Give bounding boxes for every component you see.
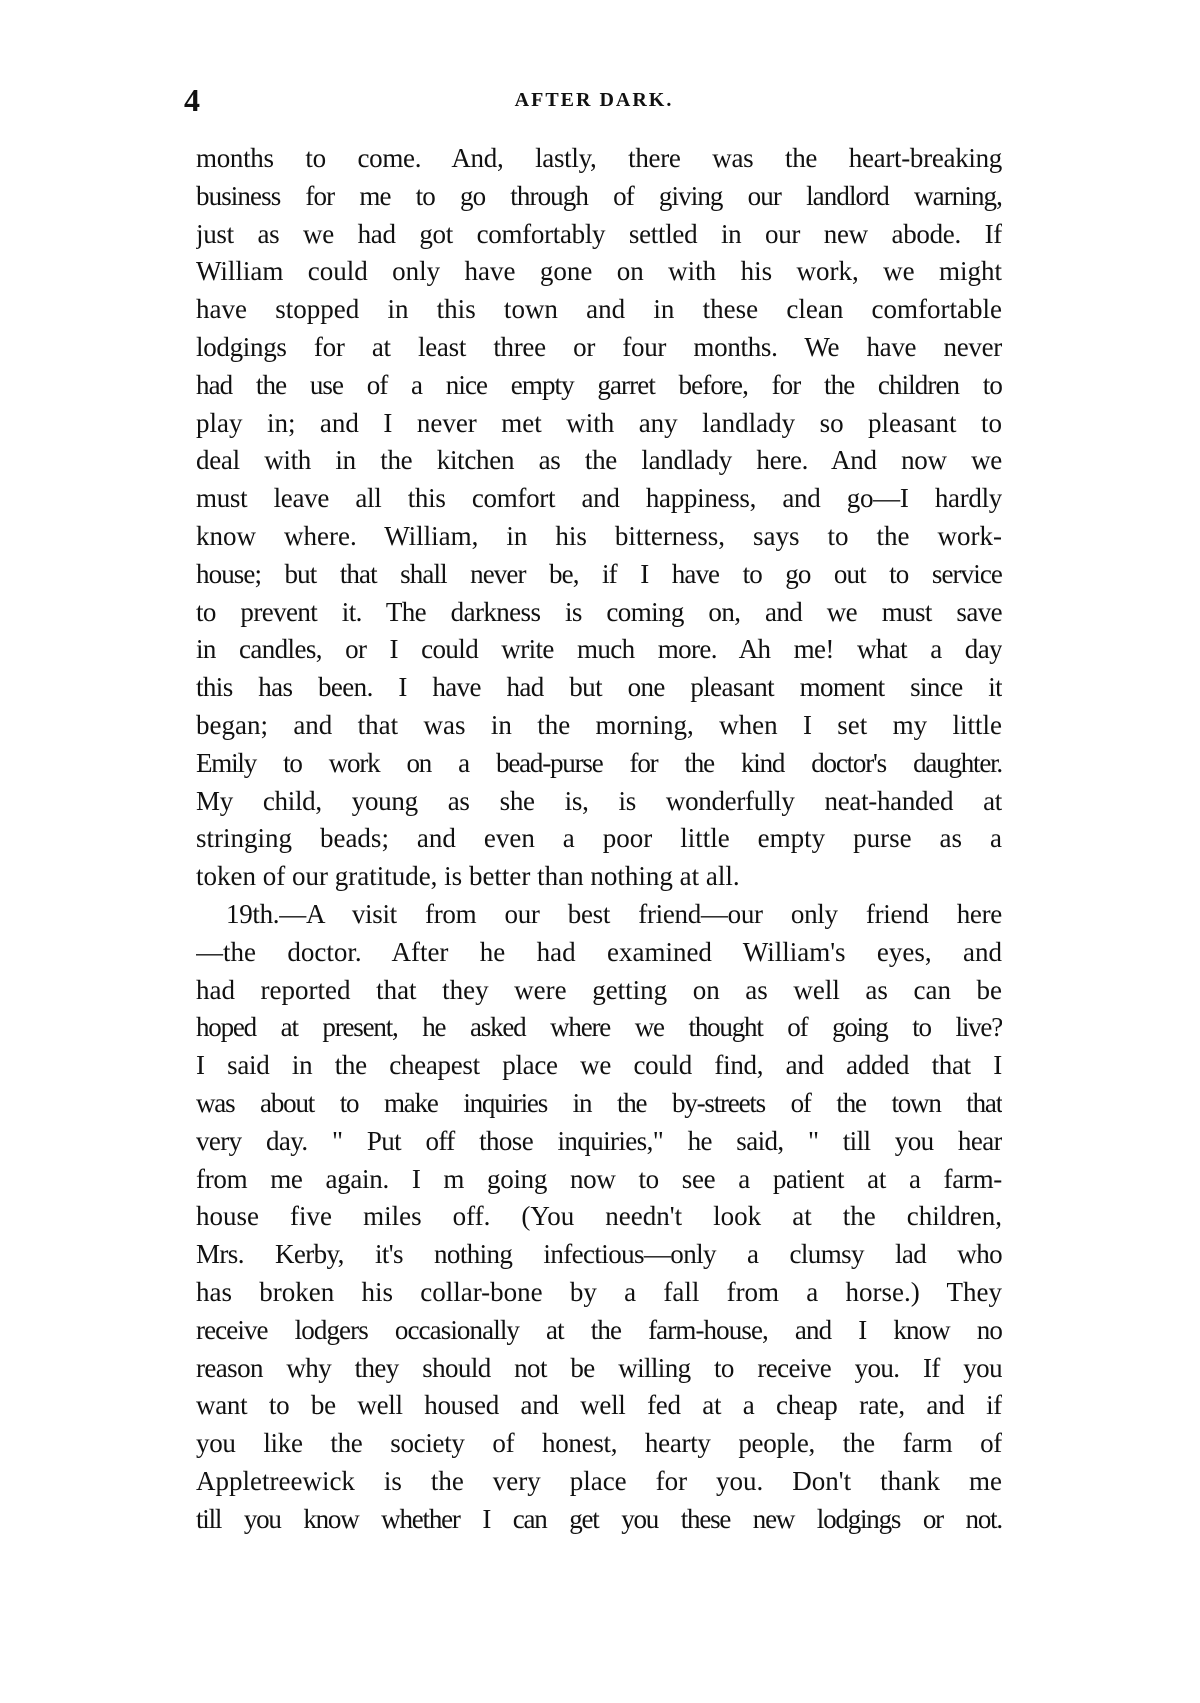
text-line: play in; and I never met with any landlady so pleasant to xyxy=(196,407,1002,438)
text-line: to prevent it. The darkness is coming on, and we must save xyxy=(196,596,1002,627)
text-line: must leave all this comfort and happiness, and go—I hardly xyxy=(196,483,1002,514)
text-line: have stopped in this town and in these clean comfortable xyxy=(196,294,1002,325)
text-line: —the doctor. After he had examined William's eyes, and xyxy=(196,936,1002,967)
text-line: business for me to go through of giving our landlord warning, xyxy=(196,180,1002,211)
text-line: I said in the cheapest place we could find, and added that I xyxy=(196,1050,1002,1081)
text-line: William could only have gone on with his work, we might xyxy=(196,256,1002,287)
page-number: 4 xyxy=(184,82,200,118)
text-line: want to be well housed and well fed at a cheap rate, and if xyxy=(196,1390,1002,1421)
text-line: just as we had got comfortably settled in our new abode. If xyxy=(196,218,1002,249)
text-line: stringing beads; and even a poor little empty purse as a xyxy=(196,823,1002,854)
text-line: lodgings for at least three or four months. We have never xyxy=(196,331,1002,362)
text-line: 19th.—A visit from our best friend—our only friend here xyxy=(226,898,1002,929)
text-line: in candles, or I could write much more. Ah me! what a day xyxy=(196,634,1002,665)
text-line: receive lodgers occasionally at the farm-house, and I know no xyxy=(196,1314,1002,1345)
text-line: deal with in the kitchen as the landlady here. And now we xyxy=(196,445,1002,476)
text-line: till you know whether I can get you these new lodgings or not. xyxy=(196,1503,1002,1534)
text-line: hoped at present, he asked where we thought of going to live? xyxy=(196,1012,1002,1043)
text-line: was about to make inquiries in the by-streets of the town that xyxy=(196,1087,1002,1118)
text-line: token of our gratitude, is better than nothing at all. xyxy=(196,861,740,892)
text-line: very day. " Put off those inquiries," he said, " till you hear xyxy=(196,1125,1002,1156)
text-line: months to come. And, lastly, there was the heart-breaking xyxy=(196,143,1002,173)
text-line: from me again. I m going now to see a patient at a farm- xyxy=(196,1163,1002,1194)
text-line: house; but that shall never be, if I have to go out to service xyxy=(196,558,1002,589)
body-text xyxy=(196,140,1002,1538)
text-line: house five miles off. (You needn't look at the children, xyxy=(196,1201,1002,1232)
text-line: Emily to work on a bead-purse for the kind doctor's daughter. xyxy=(196,747,1002,778)
text-line: had reported that they were getting on as well as can be xyxy=(196,974,1002,1005)
text-line: know where. William, in his bitterness, says to the work- xyxy=(196,520,1002,551)
text-line: Appletreewick is the very place for you. Don't thank me xyxy=(196,1465,1002,1496)
text-line: My child, young as she is, is wonderfully neat-handed at xyxy=(196,785,1002,816)
text-line: reason why they should not be willing to receive you. If you xyxy=(196,1352,1002,1383)
text-line: had the use of a nice empty garret before, for the children to xyxy=(196,369,1002,400)
text-line: Mrs. Kerby, it's nothing infectious—only a clumsy lad who xyxy=(196,1239,1002,1270)
text-line: you like the society of honest, hearty people, the farm of xyxy=(196,1428,1002,1459)
text-line: has broken his collar-bone by a fall from a horse.) They xyxy=(196,1276,1002,1307)
running-head xyxy=(184,80,1004,120)
text-line: this has been. I have had but one pleasant moment since it xyxy=(196,672,1002,703)
text-line: began; and that was in the morning, when I set my little xyxy=(196,709,1002,740)
running-title: AFTER DARK. xyxy=(514,89,674,111)
